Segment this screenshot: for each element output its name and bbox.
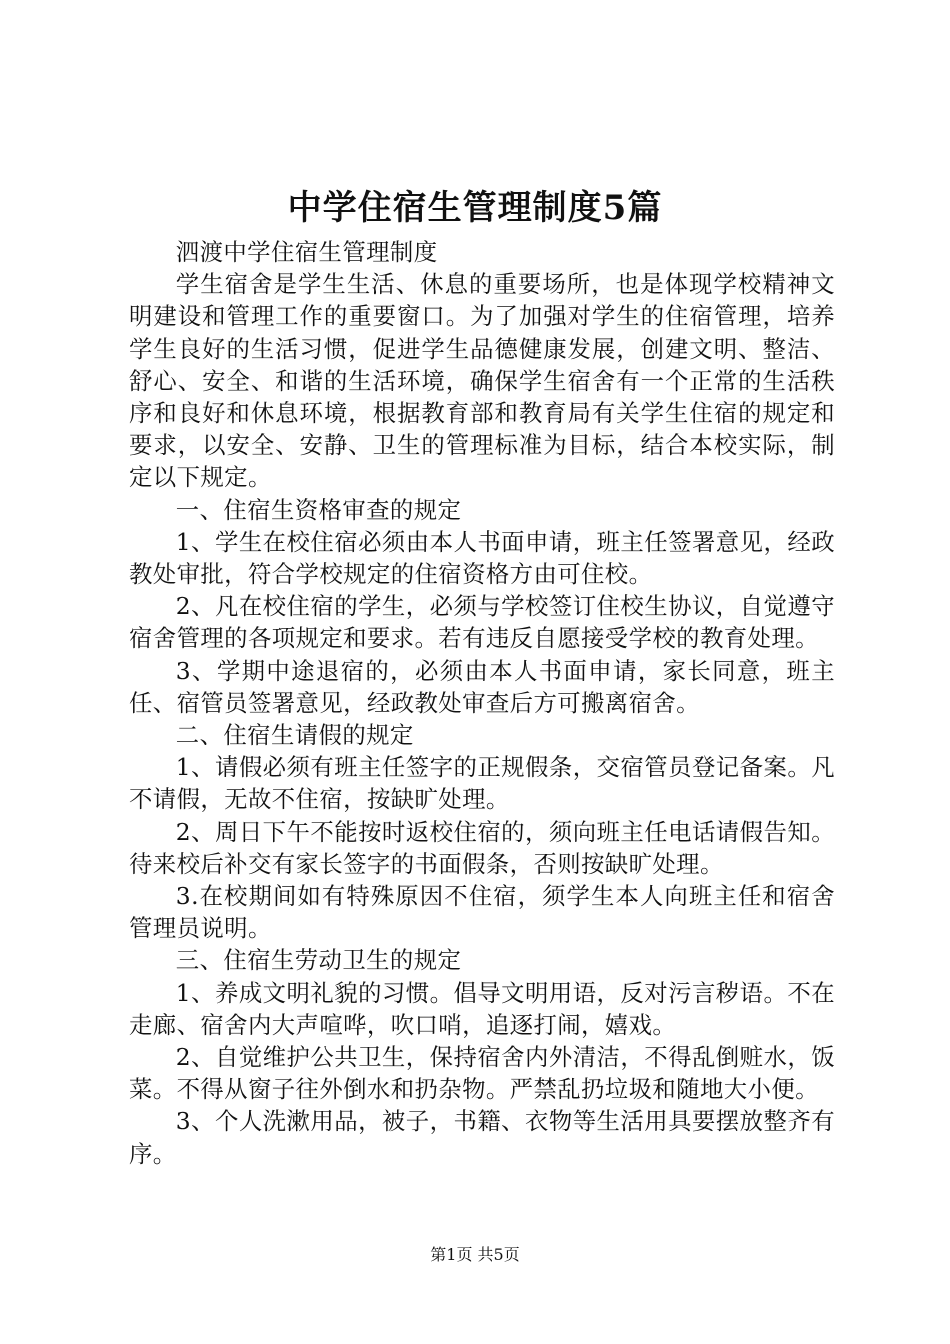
page-indicator: 第1页 共5页	[430, 1245, 520, 1264]
document-title: 中学住宿生管理制度5篇	[287, 188, 663, 228]
paragraph-item: 2、自觉维护公共卫生，保持宿舍内外清洁，不得乱倒赃水，饭菜。不得从窗子往外倒水和扔杂物。严禁乱扔垃圾和随地大小便。	[129, 1043, 835, 1104]
paragraph-item: 1、学生在校住宿必须由本人书面申请，班主任签署意见，经政教处审批，符合学校规定的住宿资格方由可住校。	[129, 527, 835, 589]
paragraph-item: 2、周日下午不能按时返校住宿的，须向班主任电话请假告知。待来校后补交有家长签字的书面假条，否则按缺旷处理。	[129, 817, 835, 878]
paragraph-item: 3、个人洗漱用品，被子，书籍、衣物等生活用具要摆放整齐有序。	[129, 1107, 835, 1168]
paragraph-subtitle: 泗渡中学住宿生管理制度	[175, 238, 438, 266]
paragraph-item: 2、凡在校住宿的学生，必须与学校签订住校生协议，自觉遵守宿舍管理的各项规定和要求。若有违反自愿接受学校的教育处理。	[129, 592, 835, 653]
section-heading-2: 二、住宿生请假的规定	[175, 721, 414, 750]
paragraph-item: 3.在校期间如有特殊原因不住宿，须学生本人向班主任和宿舍管理员说明。	[129, 882, 835, 943]
paragraph-intro: 学生宿舍是学生生活、休息的重要场所，也是体现学校精神文明建设和管理工作的重要窗口。为了加强对学生的住宿管理，培养学生良好的生活习惯，促进学生品德健康发展，创建文明、整洁、舒心、安全、和谐的生活环境，确保学生宿舍有一个正常的生活秩序和良好和休息环境，根据教育部和教育局有关学生住宿的规定和要求，以安全、安静、卫生的管理标准为目标，结合本校实际，制定以下规定。	[129, 270, 835, 492]
document-body	[129, 236, 835, 1170]
paragraph-item: 3、学期中途退宿的，必须由本人书面申请，家长同意，班主任、宿管员签署意见，经政教处审查后方可搬离宿舍。	[129, 656, 835, 717]
section-heading-3: 三、住宿生劳动卫生的规定	[175, 946, 462, 975]
paragraph-item: 1、养成文明礼貌的习惯。倡导文明用语，反对污言秽语。不在走廊、宿舍内大声喧哗，吹口哨，追逐打闹，嬉戏。	[129, 978, 835, 1039]
section-heading-1: 一、住宿生资格审查的规定	[175, 495, 462, 524]
paragraph-item: 1、请假必须有班主任签字的正规假条，交宿管员登记备案。凡不请假，无故不住宿，按缺旷处理。	[129, 753, 835, 814]
